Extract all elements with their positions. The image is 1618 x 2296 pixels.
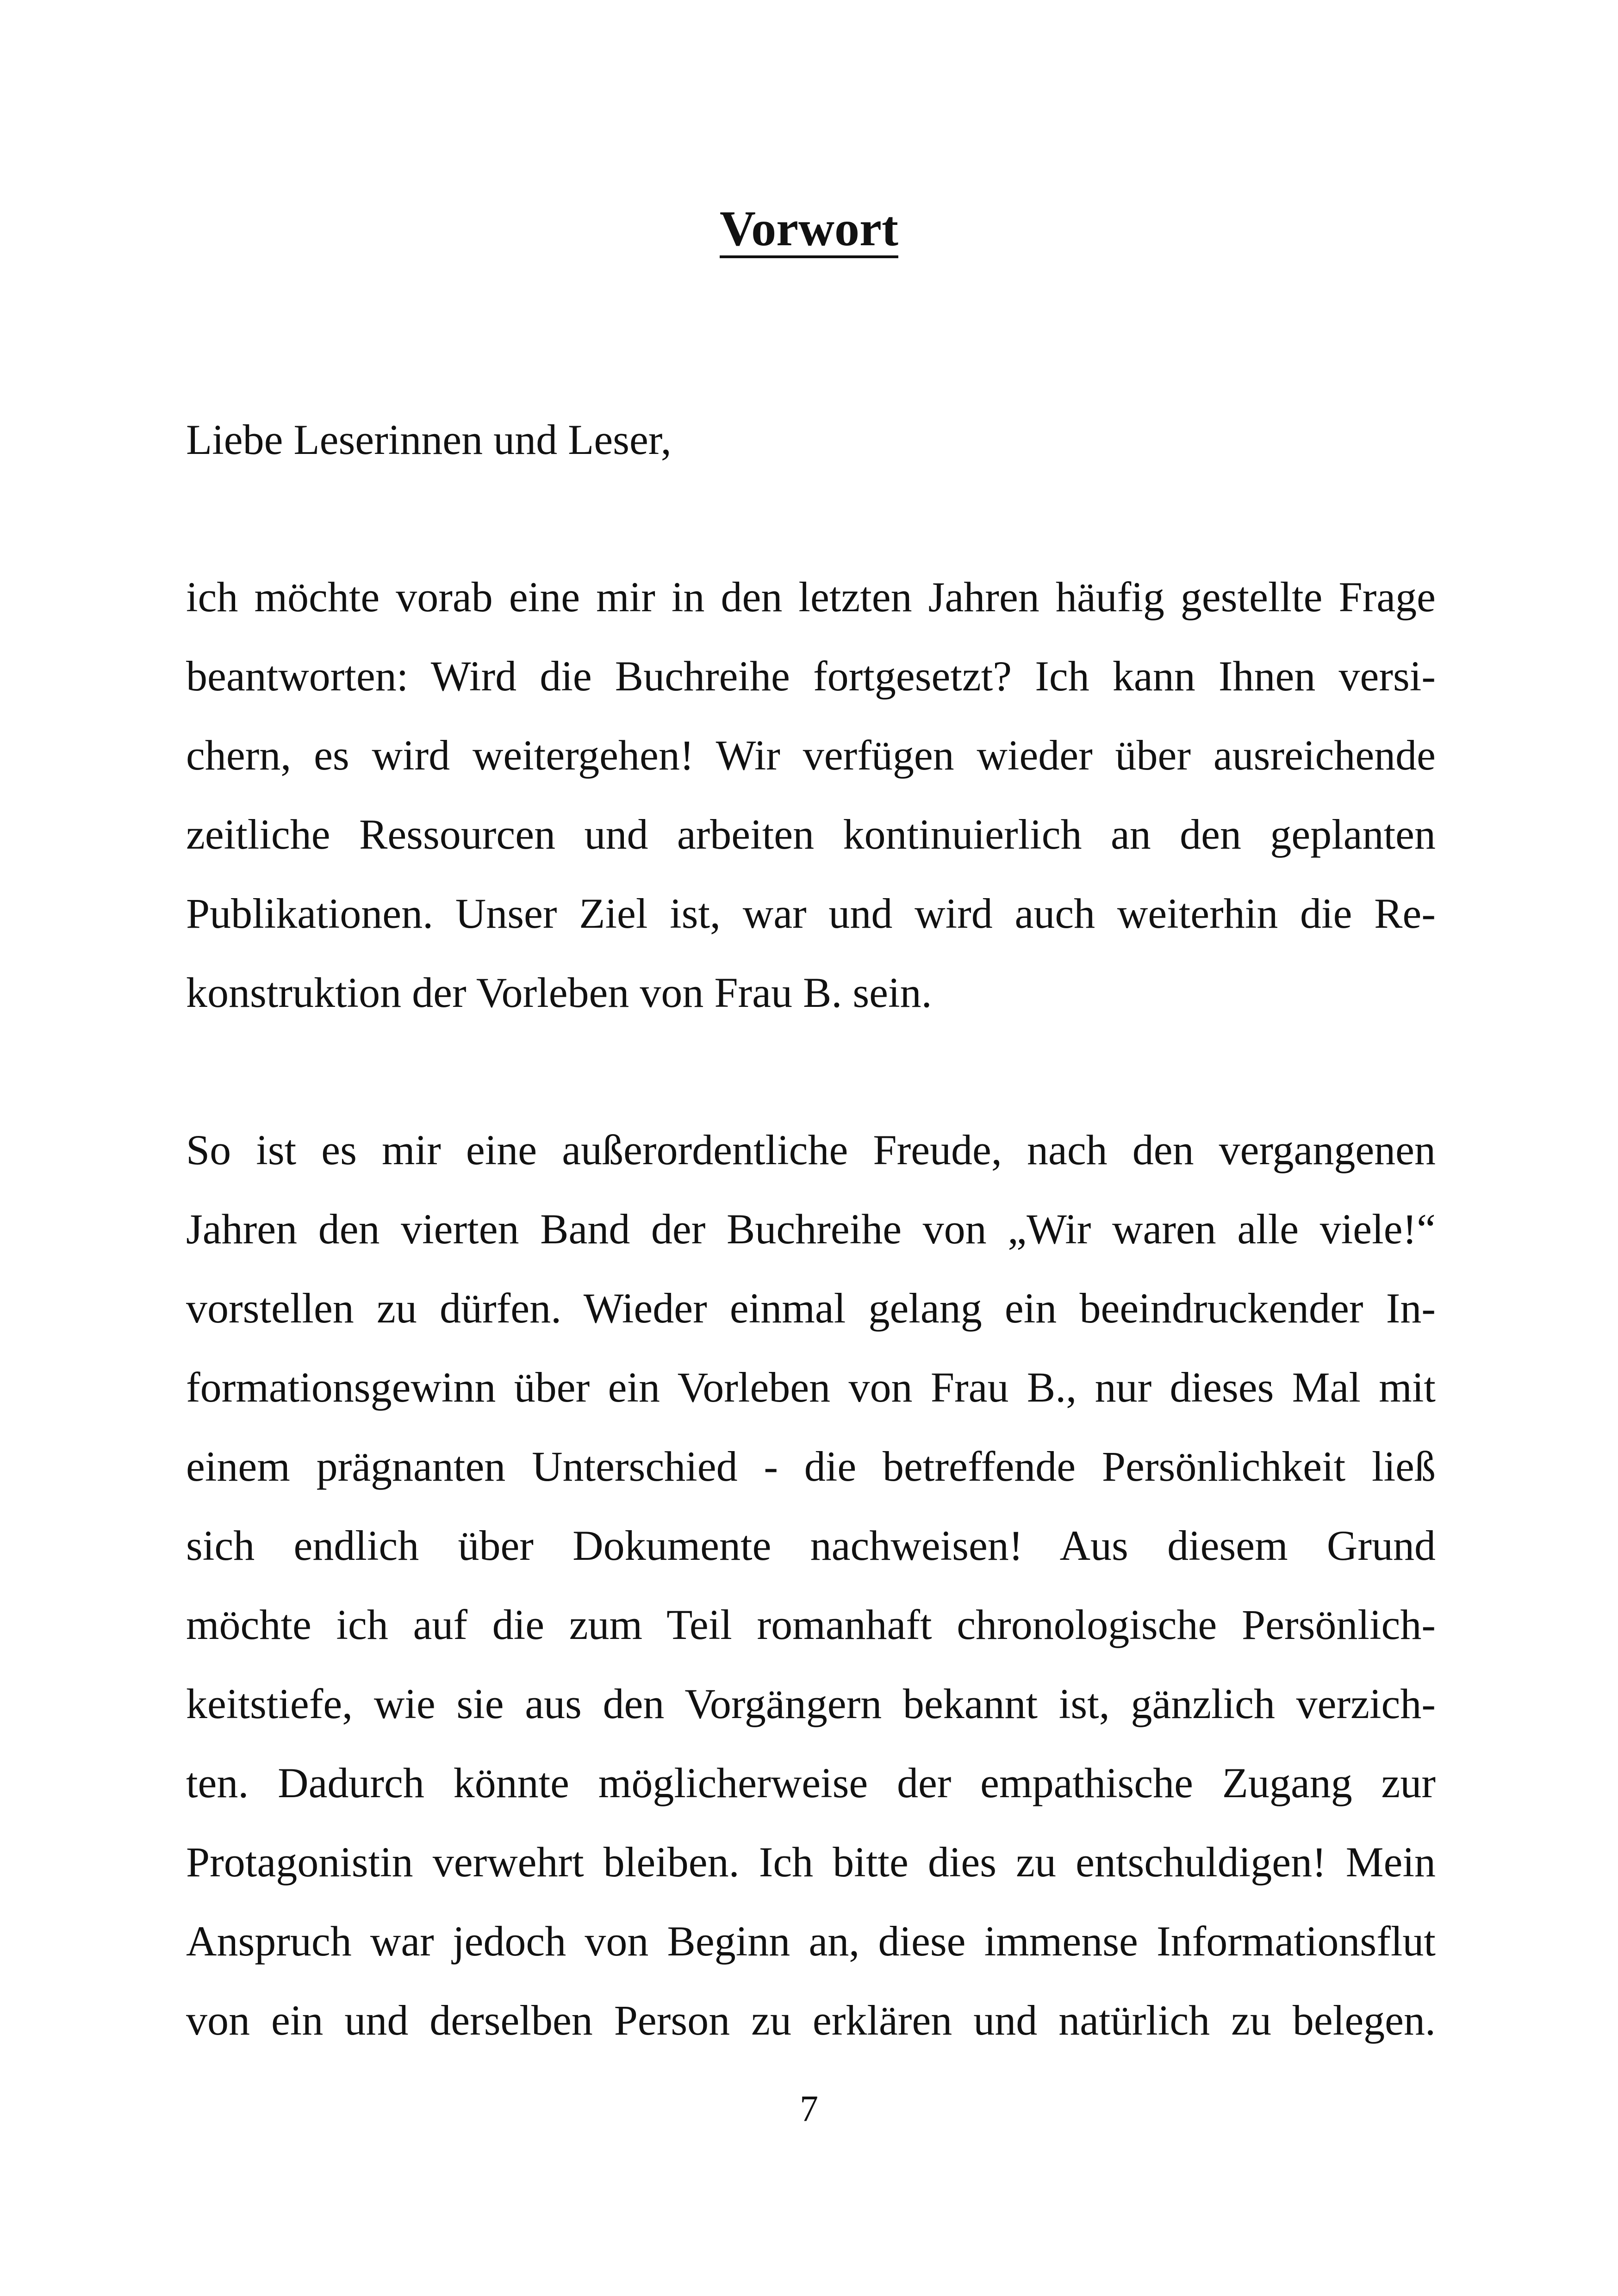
text-line: ich möchte vorab eine mir in den letzten Jahren häufig gestellte Frage bbox=[186, 573, 1436, 621]
text-line: keitstiefe, wie sie aus den Vorgängern bekannt ist, gänzlich verzich- bbox=[186, 1680, 1436, 1727]
paragraph-1 bbox=[186, 558, 1436, 1032]
paragraph-2 bbox=[186, 1111, 1436, 2060]
text-line: Protagonistin verwehrt bleiben. Ich bitte dies zu entschuldigen! Mein bbox=[186, 1838, 1436, 1886]
text-line: möchte ich auf die zum Teil romanhaft chronologische Persönlich- bbox=[186, 1601, 1436, 1648]
text-line: vorstellen zu dürfen. Wieder einmal gelang ein beeindruckender In- bbox=[186, 1285, 1436, 1332]
page-number: 7 bbox=[800, 2089, 818, 2129]
text-line: zeitliche Ressourcen und arbeiten kontinuierlich an den geplanten bbox=[186, 811, 1436, 858]
text-line: formationsgewinn über ein Vorleben von Frau B., nur dieses Mal mit bbox=[186, 1364, 1436, 1411]
text-line: Publikationen. Unser Ziel ist, war und wird auch weiterhin die Re- bbox=[186, 890, 1436, 937]
page-title bbox=[0, 199, 1618, 259]
text-line: Jahren den vierten Band der Buchreihe von „Wir waren alle viele!“ bbox=[186, 1205, 1436, 1253]
title-text: Vorwort bbox=[720, 201, 898, 256]
text-line: von ein und derselben Person zu erklären und natürlich zu belegen. bbox=[186, 1997, 1436, 2044]
text-line: konstruktion der Vorleben von Frau B. sein. bbox=[186, 969, 932, 1016]
text-line: Anspruch war jedoch von Beginn an, diese immense Informationsflut bbox=[186, 1917, 1436, 1965]
text-line: beantworten: Wird die Buchreihe fortgesetzt? Ich kann Ihnen versi- bbox=[186, 652, 1436, 700]
text-line: einem prägnanten Unterschied - die betreffende Persönlichkeit ließ bbox=[186, 1443, 1436, 1490]
text-line: ten. Dadurch könnte möglicherweise der empathische Zugang zur bbox=[186, 1759, 1436, 1806]
text-line: sich endlich über Dokumente nachweisen! Aus diesem Grund bbox=[186, 1522, 1436, 1569]
text-line: So ist es mir eine außerordentliche Freude, nach den vergangenen bbox=[186, 1126, 1436, 1173]
text-line: chern, es wird weitergehen! Wir verfügen wieder über ausreichende bbox=[186, 732, 1436, 779]
greeting-line: Liebe Leserinnen und Leser, bbox=[186, 416, 672, 463]
